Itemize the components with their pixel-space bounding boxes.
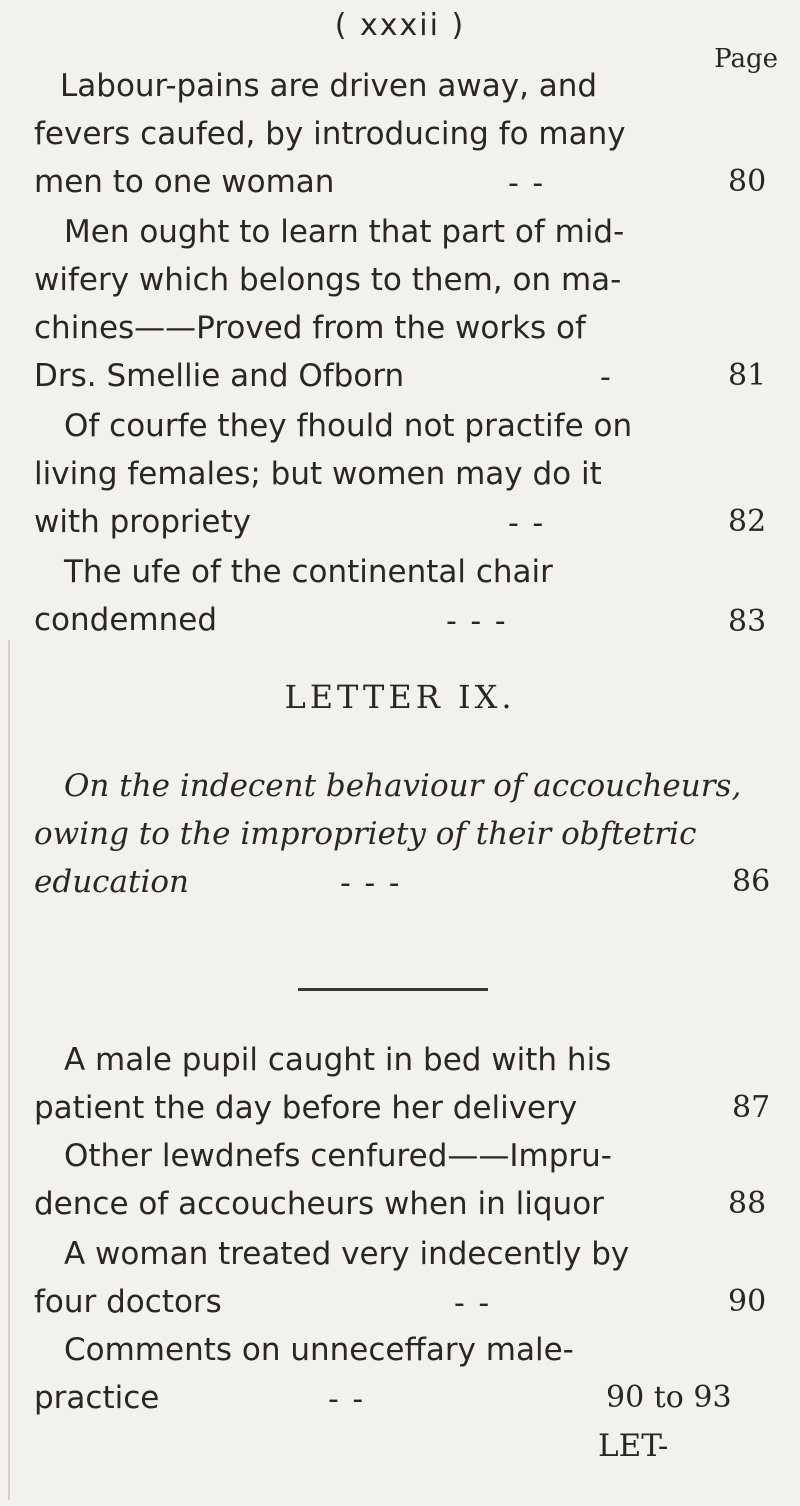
entry-line: Other lewdnefs cenfured——Impru- (64, 1138, 612, 1174)
leader-dashes: - - - (446, 604, 508, 639)
leader-dashes: - - (508, 166, 546, 201)
entry-line: practice (34, 1380, 160, 1416)
entry-line: condemned (34, 602, 218, 638)
leader-dashes: - - (508, 506, 546, 541)
entry-line: Comments on unneceffary male- (64, 1332, 574, 1368)
entry-line: fevers caufed, by introducing fo many (34, 116, 626, 152)
entry-line: men to one woman (34, 164, 335, 200)
entry-line: four doctors (34, 1284, 222, 1320)
entry-line: chines——Proved from the works of (34, 310, 586, 346)
leader-dashes: - - (454, 1286, 492, 1321)
leader-dashes: - - - (340, 866, 402, 901)
letter-heading: LETTER IX. (284, 678, 516, 716)
page-number: 80 (728, 164, 767, 199)
entry-line: A male pupil caught in bed with his (64, 1042, 612, 1078)
page-column-label: Page (714, 44, 778, 74)
leader-dashes: - (600, 360, 613, 395)
entry-line: dence of accoucheurs when in liquor (34, 1186, 604, 1222)
page-number: 90 to 93 (606, 1380, 732, 1415)
section-rule (298, 988, 488, 991)
entry-line: living females; but women may do it (34, 456, 602, 492)
entry-line: Of courfe they fhould not practife on (64, 408, 633, 444)
leader-dashes: - - (328, 1382, 366, 1417)
page-number: 82 (728, 504, 767, 539)
entry-line: with propriety (34, 504, 251, 540)
page-number: 87 (732, 1090, 771, 1125)
entry-line: Men ought to learn that part of mid- (64, 214, 625, 250)
catchword: LET- (598, 1428, 669, 1464)
entry-line: The ufe of the continental chair (64, 554, 553, 590)
entry-line: Drs. Smellie and Ofborn (34, 358, 405, 394)
letter-title-line: On the indecent behaviour of accoucheurs, (64, 768, 742, 804)
page-number: 86 (732, 864, 771, 899)
page-edge-shadow (8, 640, 10, 1500)
entry-line: A woman treated very indecently by (64, 1236, 630, 1272)
page-number: 88 (728, 1186, 767, 1221)
entry-line: patient the day before her delivery (34, 1090, 578, 1126)
page-number: 83 (728, 604, 767, 639)
letter-title-line: owing to the impropriety of their obftetric (34, 816, 697, 852)
entry-line: wifery which belongs to them, on ma- (34, 262, 622, 298)
letter-title-line: education (34, 864, 189, 900)
page-number: 81 (728, 358, 767, 393)
page-number: 90 (728, 1284, 767, 1319)
page-header: ( xxxii ) (334, 8, 466, 43)
entry-line: Labour-pains are driven away, and (60, 68, 598, 104)
